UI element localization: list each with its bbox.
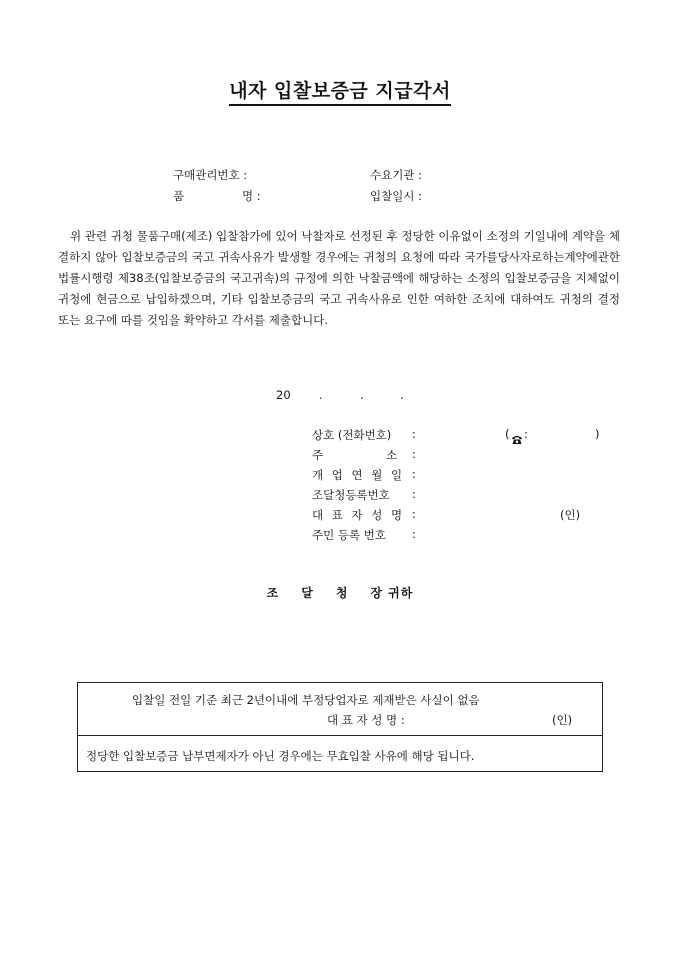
- colon: :: [412, 527, 416, 541]
- colon: :: [412, 487, 416, 501]
- no-sanction-statement: 입찰일 전일 기준 최근 2년이내에 부정당업자로 제재받은 사실이 없음: [132, 693, 480, 707]
- company-phone-label: 상호 (전화번호): [312, 428, 392, 442]
- phone-colon: :: [524, 427, 528, 441]
- pledge-body-text: 위 관련 귀청 물품구매(제조) 입찰참가에 있어 낙찰자로 선정된 후 정당한 이유없이 소정의 기일내에 계약을 체결하지 않아 입찰보증금의 국고 귀속사유가 발생할 경우에는 귀청의 요청에 따라 국가를당사자로하는계약에관한법률시행령 제38조(입찰보증금의 국고귀속)의 규정에 의한 낙찰금액에 해당하는 소정의 입찰보증금을 지체없이 귀청에 현금으로 납입하겠으며, 기타 입찰보증금의 국고 귀속사유로 인한 여하한 조치에 대하여도 귀청의 결정 또는 요구에 따를 것임을 확약하고 각서를 제출합니다.: [58, 229, 620, 327]
- date-dot-day: .: [400, 388, 404, 402]
- addressee-char-2: 달: [301, 586, 314, 600]
- addressee-honorific: 장 귀하: [370, 586, 414, 600]
- address-label-second: 소: [386, 448, 398, 462]
- document-title-text: 내자 입찰보증금 지급각서: [229, 80, 451, 106]
- seal-mark: (인): [560, 508, 581, 522]
- bid-date-label: 입찰일시 :: [370, 189, 422, 203]
- date-dot-year: .: [319, 388, 323, 402]
- resident-no-label: 주민 등록 번호: [312, 528, 386, 542]
- date-year-prefix: 20: [276, 388, 291, 402]
- item-name-label-second: 명 :: [242, 189, 261, 203]
- telephone-icon: [511, 430, 523, 440]
- date-dot-month: .: [360, 388, 364, 402]
- registration-no-label: 조달청등록번호: [312, 488, 390, 502]
- notice-divider: [78, 735, 602, 736]
- opening-date-label: 개 업 연 월 일: [312, 468, 405, 482]
- notice-box: [77, 682, 603, 772]
- item-name-label-first: 품: [173, 189, 185, 203]
- document-title: [0, 76, 680, 103]
- addressee-line: [0, 584, 680, 601]
- addressee-char-1: 조: [266, 586, 280, 600]
- addressee-char-3: 청: [335, 586, 349, 600]
- colon: :: [412, 507, 416, 521]
- representative-name-label: 대 표 자 성 명: [312, 508, 405, 522]
- colon: :: [412, 467, 416, 481]
- invalid-bid-warning: 정당한 입찰보증금 납부면제자가 아닌 경우에는 무효입찰 사유에 해당 됩니다.: [86, 749, 475, 763]
- phone-close-paren: ): [595, 427, 600, 441]
- colon: :: [412, 427, 416, 441]
- notice-seal-mark: (인): [552, 713, 573, 727]
- notice-representative-label: 대 표 자 성 명 :: [327, 713, 405, 727]
- phone-open-paren: (: [505, 427, 510, 441]
- purchase-no-label: 구매관리번호 :: [173, 168, 248, 182]
- address-label-first: 주: [312, 448, 324, 462]
- colon: :: [412, 447, 416, 461]
- demand-org-label: 수요기관 :: [370, 168, 422, 182]
